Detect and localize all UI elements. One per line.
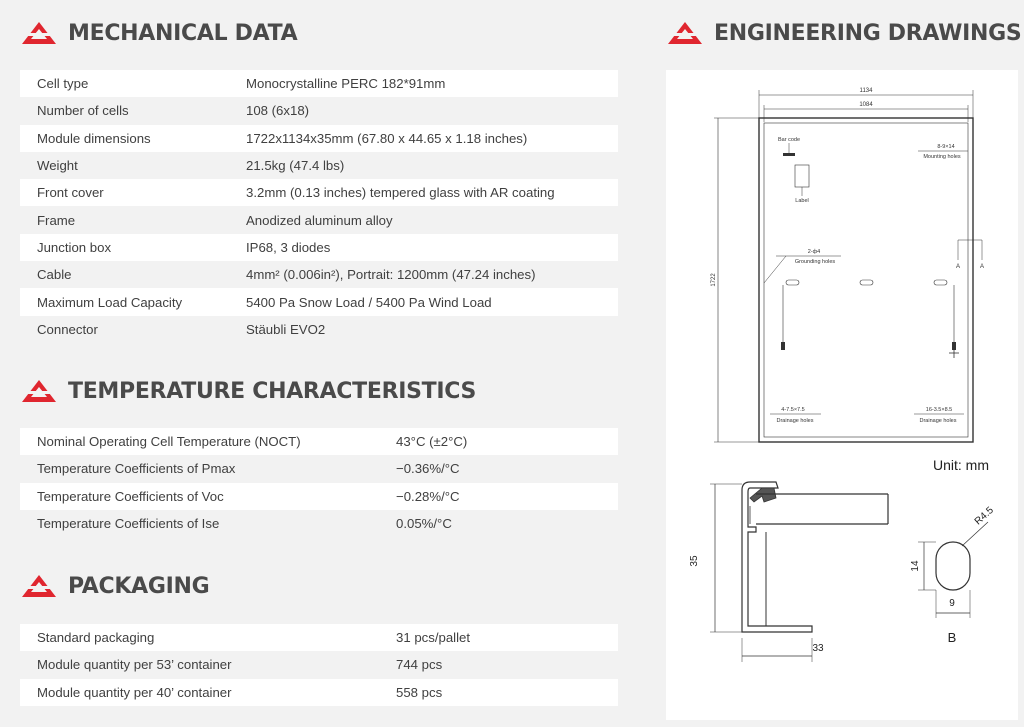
row-value: 108 (6x18) [246,103,310,119]
hole-detail-b [910,505,996,645]
mounting-spec-text: 8-9×14 [937,144,955,150]
table-row [20,179,618,206]
hole-height-text: 14 [910,560,921,572]
hole-width-text: 9 [949,598,955,609]
row-label: Module quantity per 53’ container [37,657,232,673]
table-row [20,288,618,315]
section-a-text: A [979,264,985,270]
row-value: 744 pcs [396,657,443,673]
row-value: 21.5kg (47.4 lbs) [246,158,345,174]
table-row [20,510,618,537]
row-label: Maximum Load Capacity [37,294,183,310]
hole-radius-text: R4.5 [972,504,996,528]
height-text: 1722 [711,273,717,287]
row-value: 0.05%/°C [396,516,452,532]
drain-right-spec-text: 16-3.5×8.5 [925,407,953,413]
brand-logo-icon [666,20,704,46]
row-value: 5400 Pa Snow Load / 5400 Pa Wind Load [246,294,492,310]
height-dimension [711,118,759,442]
row-value: 1722x1134x35mm (67.80 x 44.65 x 1.18 inches) [246,130,528,146]
row-label: Standard packaging [37,630,155,646]
bar-code-mark [783,153,795,156]
frame-height-text: 35 [689,555,700,567]
row-value: 3.2mm (0.13 inches) tempered glass with AR coating [246,185,555,201]
engineering-drawings-header [666,20,1021,46]
section-title: ENGINEERING DRAWINGS [714,20,1022,46]
brand-logo-icon [20,20,58,46]
table-row [20,97,618,124]
row-value: Stäubli EVO2 [246,321,326,337]
row-value: IP68, 3 diodes [246,239,331,255]
mounting-holes-text: Mounting holes [923,154,961,160]
overall-width-text: 1134 [859,88,873,94]
junction-hole [934,280,947,285]
grounding-holes-text: Grounding holes [794,259,836,265]
row-value: 558 pcs [396,684,443,700]
brand-logo-icon [20,573,58,599]
table-row [20,651,618,678]
row-label: Nominal Operating Cell Temperature (NOCT) [37,434,301,450]
module-drawing [666,70,1018,720]
row-label: Frame [37,212,76,228]
table-row [20,428,618,455]
row-value: 31 pcs/pallet [396,630,471,646]
inner-width-text: 1084 [859,102,873,108]
row-label: Module quantity per 40’ container [37,684,232,700]
row-value: 4mm² (0.006in²), Portrait: 1200mm (47.24 inches) [246,267,536,283]
drain-left-spec-text: 4-7.5×7.5 [781,407,805,413]
frame-cross-section [689,482,888,662]
row-label: Junction box [37,239,112,255]
row-value: −0.28%/°C [396,488,460,504]
row-label: Temperature Coefficients of Voc [37,488,224,504]
grounding-spec-text: 2-ф4 [807,249,821,255]
table-row [20,234,618,261]
width-dimension [759,88,973,122]
row-value: −0.36%/°C [396,461,460,477]
row-value: Monocrystalline PERC 182*91mm [246,76,446,92]
brand-logo-icon [20,378,58,404]
section-title: MECHANICAL DATA [68,20,298,46]
label-box [795,165,809,187]
unit-label: Unit: mm [933,457,989,473]
row-label: Number of cells [37,103,129,119]
row-value: 43°C (±2°C) [396,434,468,450]
table-row [20,125,618,152]
temperature-table [20,428,618,537]
temperature-header [20,378,476,404]
engineering-drawing-panel [666,70,1018,720]
row-label: Module dimensions [37,130,151,146]
table-row [20,455,618,482]
table-row [20,206,618,233]
section-title: PACKAGING [68,573,210,599]
row-label: Temperature Coefficients of Ise [37,516,220,532]
row-label: Front cover [37,185,104,201]
section-title: TEMPERATURE CHARACTERISTICS [68,378,477,404]
packaging-header [20,573,209,599]
table-row [20,261,618,288]
table-row [20,152,618,179]
junction-hole [786,280,799,285]
mechanical-data-table [20,70,618,343]
detail-b-text: B [947,630,957,645]
row-label: Connector [37,321,98,337]
row-label: Weight [37,158,78,174]
junction-hole [860,280,873,285]
packaging-table [20,624,618,706]
mechanical-data-header [20,20,297,46]
frame-width-text: 33 [812,643,824,654]
row-label: Cell type [37,76,89,92]
section-a-text: A [955,264,961,270]
row-label: Cable [37,267,72,283]
table-row [20,679,618,706]
table-row [20,316,618,343]
label-text: Label [795,198,809,204]
row-label: Temperature Coefficients of Pmax [37,461,236,477]
cable-connector-minus [781,342,785,350]
drainage-holes-text: Drainage holes [776,418,814,424]
table-row [20,70,618,97]
drainage-holes-text: Drainage holes [919,418,957,424]
table-row [20,624,618,651]
bar-code-text: Bar code [777,137,801,143]
row-value: Anodized aluminum alloy [246,212,393,228]
table-row [20,483,618,510]
